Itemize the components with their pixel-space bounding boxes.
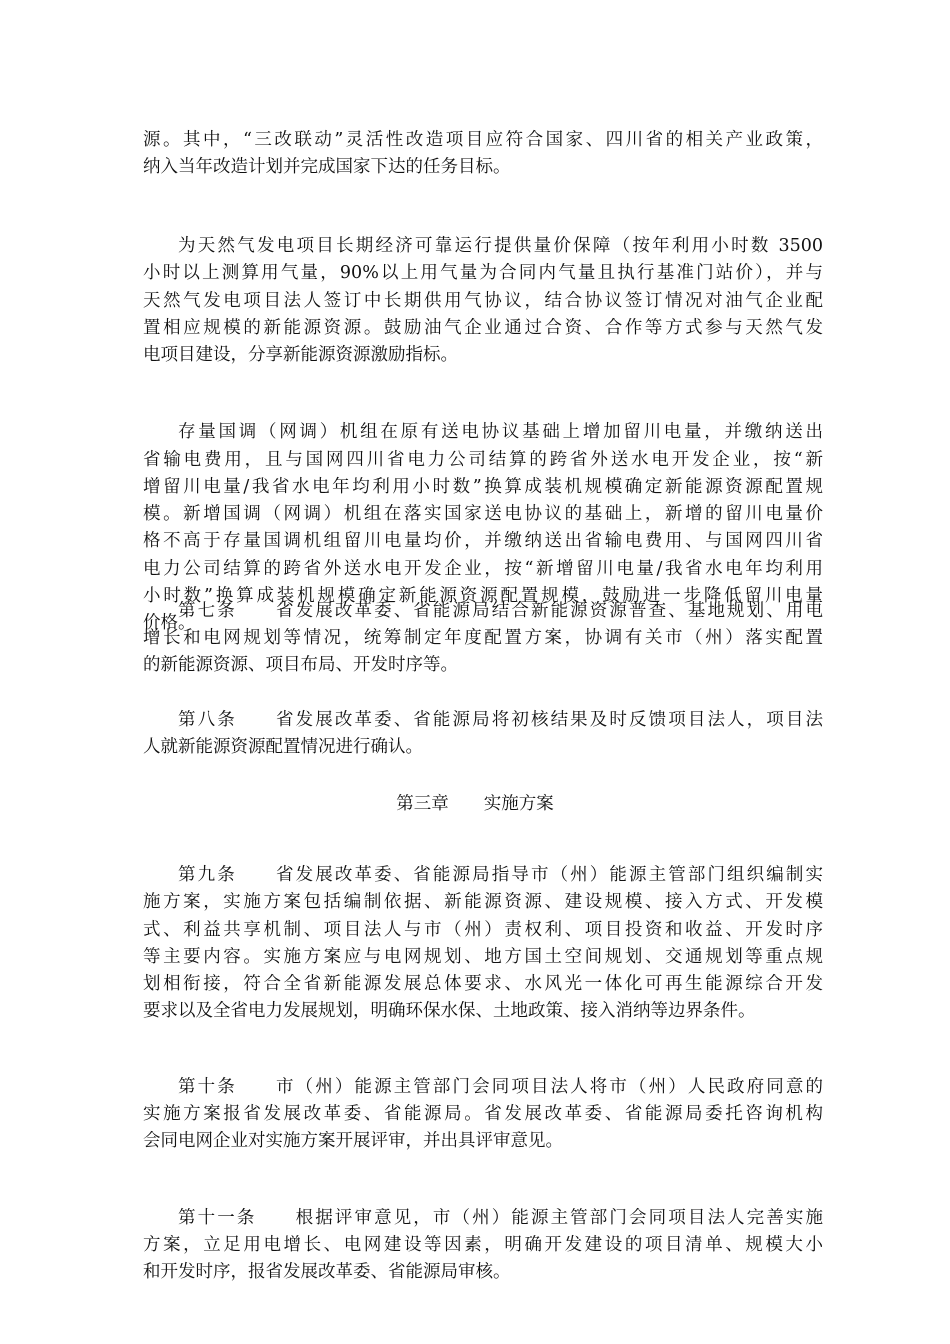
paragraph-2-line-4: 置相应规模的新能源资源。鼓励油气企业通过合资、合作等方式参与天然气发 [143, 318, 823, 338]
paragraph-3-line-4: 模。新增国调（网调）机组在落实国家送电协议的基础上，新增的留川电量价 [143, 504, 823, 524]
article-7-line-3: 的新能源资源、项目布局、开发时序等。 [143, 655, 458, 675]
paragraph-2-line-1: 为天然气发电项目长期经济可靠运行提供量价保障（按年利用小时数 3500 [178, 236, 823, 256]
paragraph-2-line-2: 小时以上测算用气量，90%以上用气量为合同内气量且执行基准门站价），并与 [143, 263, 823, 283]
article-7-line-2: 增长和电网规划等情况，统筹制定年度配置方案，协调有关市（州）落实配置 [143, 628, 823, 648]
paragraph-3-line-3: 增留川电量/我省水电年均利用小时数”换算成装机规模确定新能源资源配置规 [143, 477, 823, 497]
paragraph-3-line-1: 存量国调（网调）机组在原有送电协议基础上增加留川电量，并缴纳送出 [178, 422, 823, 442]
article-9-line-3: 式、利益共享机制、项目法人与市（州）责权利、项目投资和收益、开发时序 [143, 920, 823, 940]
paragraph-3-line-7: 小时数”换算成装机规模确定新能源资源配置规模，鼓励进一步降低留川电量 [143, 586, 823, 606]
paragraph-3-line-8: 价格。 [143, 613, 196, 633]
article-7-line-1: 第七条 省发展改革委、省能源局结合新能源资源普查、基地规划、用电 [178, 601, 823, 621]
article-8-line-2: 人就新能源资源配置情况进行确认。 [143, 737, 423, 757]
article-11-line-2: 方案，立足用电增长、电网建设等因素，明确开发建设的项目清单、规模大小 [143, 1235, 823, 1255]
paragraph-2-line-5: 电项目建设，分享新能源资源激励指标。 [143, 345, 458, 365]
article-11-line-3: 和开发时序，报省发展改革委、省能源局审核。 [143, 1262, 511, 1282]
chapter-heading: 第三章 实施方案 [396, 794, 554, 814]
paragraph-3-line-5: 格不高于存量国调机组留川电量均价，并缴纳送出省输电费用、与国网四川省 [143, 531, 823, 551]
article-8-line-1: 第八条 省发展改革委、省能源局将初核结果及时反馈项目法人，项目法 [178, 710, 823, 730]
article-10-line-1: 第十条 市（州）能源主管部门会同项目法人将市（州）人民政府同意的 [178, 1077, 823, 1097]
article-9-line-5: 划相衔接，符合全省新能源发展总体要求、水风光一体化可再生能源综合开发 [143, 974, 823, 994]
article-9-line-4: 等主要内容。实施方案应与电网规划、地方国土空间规划、交通规划等重点规 [143, 947, 823, 967]
article-10-line-2: 实施方案报省发展改革委、省能源局。省发展改革委、省能源局委托咨询机构 [143, 1104, 823, 1124]
paragraph-1-line-1: 源。其中，“三改联动”灵活性改造项目应符合国家、四川省的相关产业政策， [143, 130, 823, 150]
article-11-line-1: 第十一条 根据评审意见，市（州）能源主管部门会同项目法人完善实施 [178, 1208, 823, 1228]
article-10-line-3: 会同电网企业对实施方案开展评审，并出具评审意见。 [143, 1131, 563, 1151]
paragraph-2-line-3: 天然气发电项目法人签订中长期供用气协议，结合协议签订情况对油气企业配 [143, 291, 823, 311]
paragraph-3-line-6: 电力公司结算的跨省外送水电开发企业，按“新增留川电量/我省水电年均利用 [143, 559, 823, 579]
article-9-line-2: 施方案，实施方案包括编制依据、新能源资源、建设规模、接入方式、开发模 [143, 892, 823, 912]
paragraph-3-line-2: 省输电费用，且与国网四川省电力公司结算的跨省外送水电开发企业，按“新 [143, 450, 823, 470]
article-9-line-1: 第九条 省发展改革委、省能源局指导市（州）能源主管部门组织编制实 [178, 865, 823, 885]
paragraph-1-line-2: 纳入当年改造计划并完成国家下达的任务目标。 [143, 157, 511, 177]
article-9-line-6: 要求以及全省电力发展规划，明确环保水保、土地政策、接入消纳等边界条件。 [143, 1001, 756, 1021]
